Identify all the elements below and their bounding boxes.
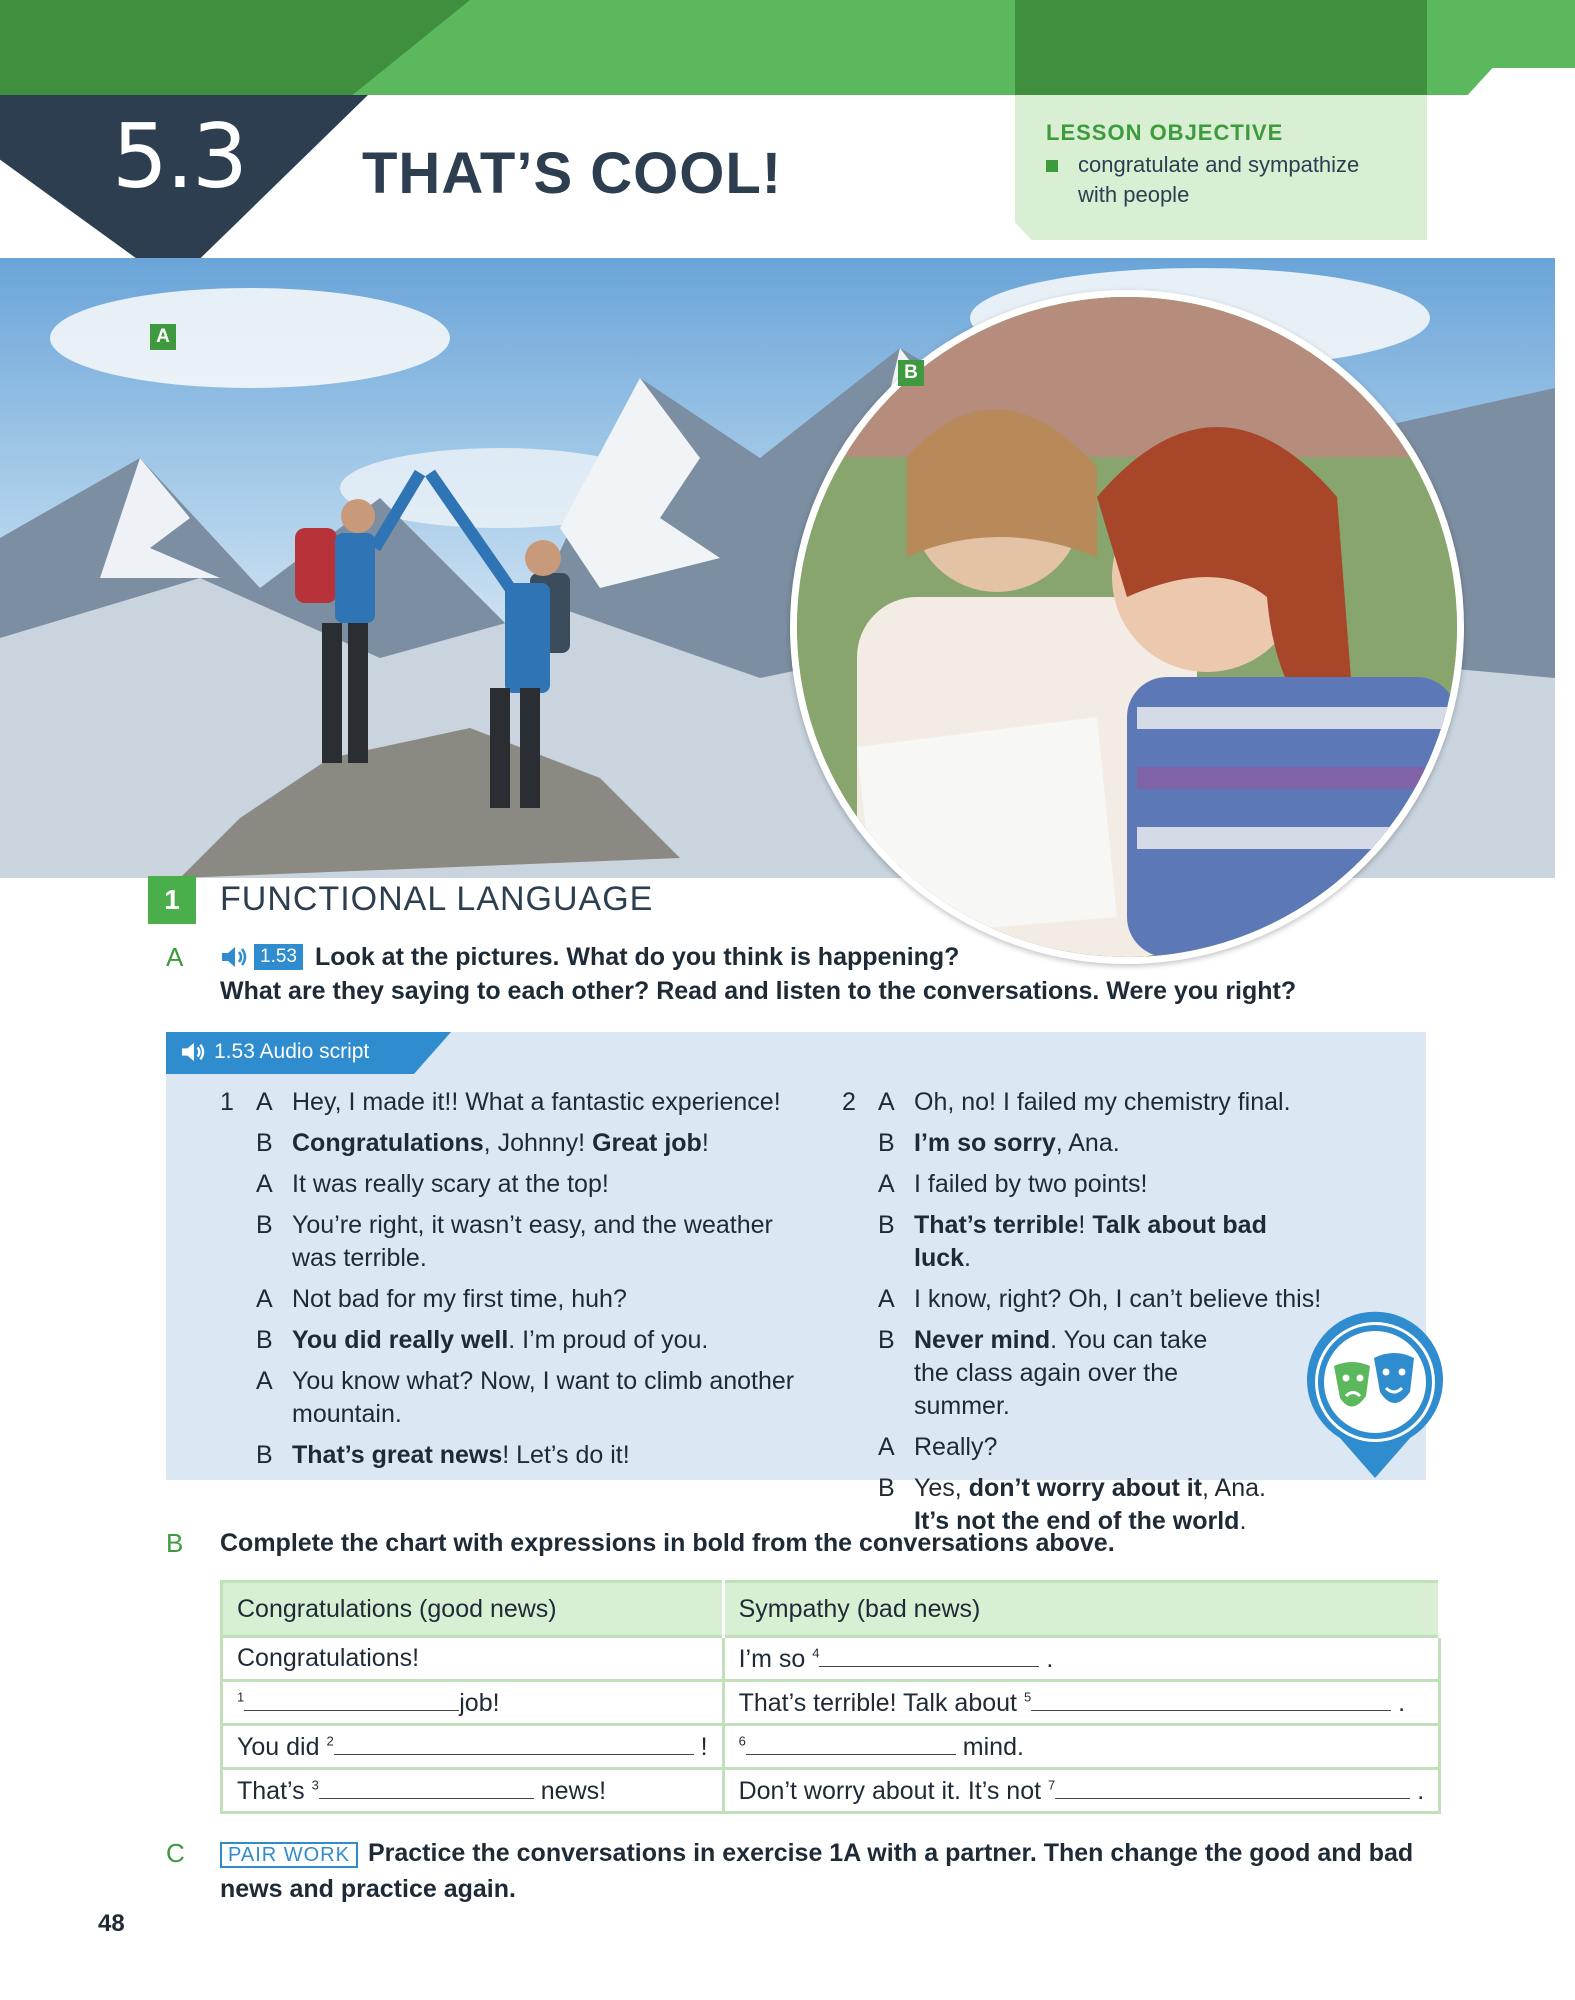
conversation-number: 2 [842,1088,856,1116]
conversation-line [842,1127,1322,1160]
line-text: Congratulations, Johnny! Great job! [292,1129,709,1157]
page-number: 48 [98,1910,125,1937]
lesson-title: THAT’S COOL! [362,141,783,206]
exercise-a-letter: A [166,942,184,972]
exercise-c-instruction: PAIR WORK Practice the conversations in exercise 1A with a partner. Then change the good and bad news and practice again. [220,1839,1414,1903]
speaker-label: A [878,1285,895,1313]
blank-1[interactable] [244,1688,459,1711]
chart-cell: $^6$ mind. [723,1725,1440,1769]
conversation-1 [220,1086,820,1480]
speaker-label: A [256,1285,273,1313]
chart-cell: Congratulations! [222,1637,724,1681]
blank-5[interactable] [1031,1688,1391,1711]
bullet-icon [1046,160,1058,172]
chart-cell: I’m so $^4$ . [723,1637,1440,1681]
conversation-line [220,1324,820,1357]
speaker-label: B [878,1474,895,1502]
blank-4[interactable] [819,1644,1039,1667]
exercise-b-letter: B [166,1528,184,1558]
speaker-label: B [878,1129,895,1157]
conversation-2 [842,1086,1322,1546]
conversation-number: 1 [220,1088,234,1116]
photo-a-label: A [150,324,176,350]
line-text: Yes, don’t worry about it, Ana. It’s not the end of the world. [914,1474,1266,1535]
chart-cell: Don’t worry about it. It’s not $^7$ . [723,1769,1440,1813]
chart-header-row [222,1582,1440,1637]
line-text: Really? [914,1433,998,1461]
exercise-a-line2: What are they saying to each other? Read and listen to the conversations. Were you right? [220,977,1297,1005]
line-text: Not bad for my first time, huh? [292,1285,627,1313]
section-title: FUNCTIONAL LANGUAGE [220,880,654,918]
blank-2[interactable] [334,1732,694,1755]
conversation-line [220,1086,820,1119]
pair-work-badge: PAIR WORK [220,1842,358,1868]
line-text: That’s great news! Let’s do it! [292,1441,630,1469]
photo-b-label: B [898,360,924,386]
blank-7[interactable] [1055,1776,1410,1799]
line-text: Never mind. You can take the class again over the summer. [914,1326,1208,1420]
chart-cell: $^1$ job! [222,1681,724,1725]
conversation-line [220,1283,820,1316]
line-text: You know what? Now, I want to climb another mountain. [292,1367,795,1428]
speaker-label: A [878,1170,895,1198]
speaker-label: B [878,1211,895,1239]
conversation-line [842,1209,1322,1275]
speaker-label: B [256,1211,273,1239]
line-text: You did really well. I’m proud of you. [292,1326,709,1354]
objective-heading: LESSON OBJECTIVE [1046,120,1284,145]
line-text: You’re right, it wasn’t easy, and the weather was terrible. [292,1211,773,1272]
speaker-icon [180,1041,206,1063]
speaker-icon [220,945,248,969]
line-text: That’s terrible! Talk about bad luck. [914,1211,1267,1272]
chart-cell: That’s $^3$ news! [222,1769,724,1813]
line-text: I failed by two points! [914,1170,1148,1198]
chart-row [222,1681,1440,1725]
theater-masks-icon [1300,1300,1450,1480]
speaker-label: A [256,1170,273,1198]
line-text: Oh, no! I failed my chemistry final. [914,1088,1291,1116]
conversation-line [842,1283,1322,1316]
speaker-label: A [878,1433,895,1461]
line-text: It was really scary at the top! [292,1170,609,1198]
lesson-number: 5.3 [112,105,246,208]
conversation-line [842,1168,1322,1201]
audio-script-title: 1.53 Audio script [214,1040,370,1063]
speaker-label: B [256,1326,273,1354]
exercise-c-letter: C [166,1838,185,1868]
chart-row [222,1769,1440,1813]
speaker-label: B [256,1129,273,1157]
line-text: I know, right? Oh, I can’t believe this! [914,1285,1322,1313]
conversation-line [842,1086,1322,1119]
section-number: 1 [148,876,196,924]
blank-6[interactable] [746,1732,956,1755]
conversation-line [220,1209,820,1275]
conversation-line [842,1324,1322,1423]
speaker-label: B [878,1326,895,1354]
audio-track-button[interactable] [220,942,303,972]
speaker-label: A [878,1088,895,1116]
conversation-line [220,1365,820,1431]
chart-cell: That’s terrible! Talk about $^5$ . [723,1681,1440,1725]
photo-b-friends [790,290,1464,964]
line-text: Hey, I made it!! What a fantastic experience! [292,1088,781,1116]
speaker-label: A [256,1088,273,1116]
conversation-line [220,1168,820,1201]
speaker-label: B [256,1441,273,1469]
expressions-chart [220,1580,1441,1814]
speaker-label: A [256,1367,273,1395]
header-band-dark [1015,0,1427,95]
chart-header-good-news: Congratulations (good news) [222,1582,724,1637]
chart-row [222,1725,1440,1769]
exercise-b-instruction: Complete the chart with expressions in bold from the conversations above. [220,1529,1115,1557]
chart-row [222,1637,1440,1681]
chart-cell: You did $^2$ ! [222,1725,724,1769]
blank-3[interactable] [319,1776,534,1799]
chart-header-bad-news: Sympathy (bad news) [723,1582,1440,1637]
objective-text: congratulate and sympathize with people [1078,152,1360,207]
audio-track-number: 1.53 [254,944,303,970]
conversation-line [220,1127,820,1160]
conversation-line [220,1439,820,1472]
exercise-a-line1: Look at the pictures. What do you think is happening? [315,943,960,971]
audio-script-label [180,1040,369,1064]
conversation-line [842,1431,1322,1464]
line-text: I’m so sorry, Ana. [914,1129,1120,1157]
